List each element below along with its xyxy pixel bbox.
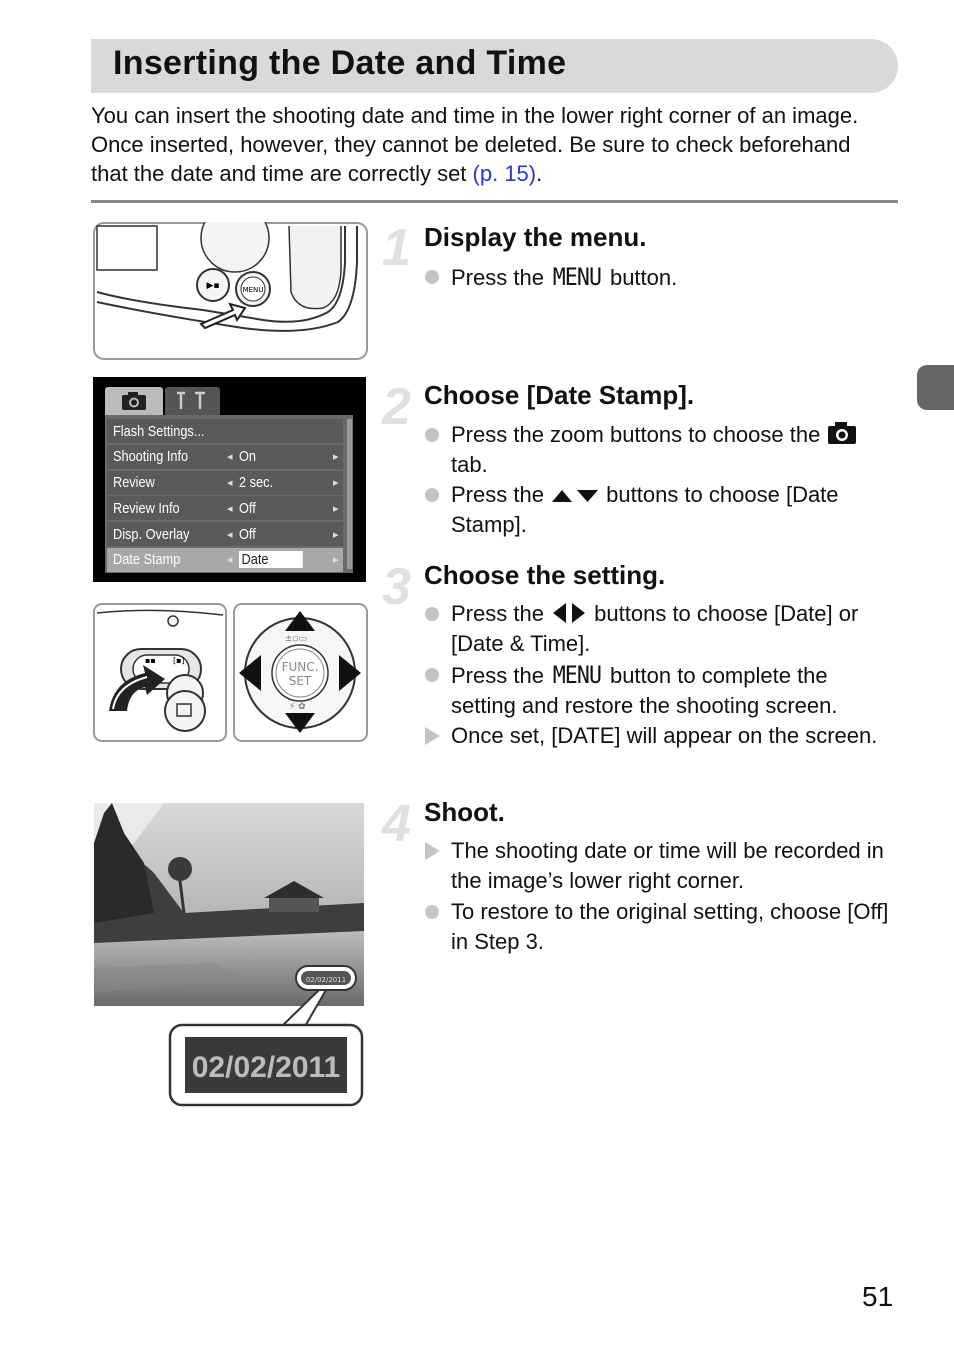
menu-row-value: Date (239, 551, 302, 568)
step-number: 4 (382, 795, 411, 853)
chevron-right-icon: ▸ (333, 554, 339, 567)
menu-row-value: On (239, 448, 257, 466)
svg-text:[▪]: [▪] (173, 656, 185, 665)
tab-settings (165, 387, 220, 415)
chevron-right-icon: ▸ (333, 477, 339, 490)
step-number: 3 (382, 558, 411, 616)
camera-menu-screen (93, 377, 366, 582)
chevron-left-icon: ◂ (227, 477, 233, 490)
camera-tab-icon (826, 421, 858, 445)
date-stamp-magnified: 02/02/2011 (191, 1051, 341, 1084)
step-heading: Display the menu. (424, 222, 647, 252)
chevron-right-icon: ▸ (333, 528, 339, 541)
list-item: Press the MENU button. (425, 262, 895, 293)
func-label: FUNC. (281, 660, 319, 674)
bullet-icon (425, 607, 439, 621)
step-number: 2 (382, 378, 411, 436)
set-label: SET (288, 674, 312, 688)
tab-camera (105, 387, 163, 415)
left-right-arrows-icon (550, 602, 588, 624)
camera-menu-button-illustration (93, 222, 368, 360)
list-item: The shooting date or time will be recorded in the image’s lower right corner. (425, 836, 895, 896)
result-triangle-icon (425, 727, 440, 745)
intro-paragraph (91, 101, 891, 188)
result-triangle-icon (425, 842, 440, 860)
menu-button-label: MENU (242, 286, 264, 294)
menu-row-label: Disp. Overlay (113, 525, 190, 543)
section-divider (91, 200, 898, 203)
small-date-stamp: 02/02/2011 (305, 976, 347, 984)
svg-text:▪▪: ▪▪ (145, 656, 156, 665)
list-item: Once set, [DATE] will appear on the screen. (425, 721, 895, 751)
menu-row-label: Flash Settings... (113, 422, 205, 440)
wrench-icon (165, 387, 220, 415)
up-down-arrows-icon (550, 487, 600, 505)
list-item: To restore to the original setting, choose [Off] in Step 3. (425, 897, 895, 957)
step-number: 1 (382, 219, 411, 277)
chevron-left-icon: ◂ (227, 528, 233, 541)
menu-row[interactable] (107, 548, 343, 572)
menu-row-value: Off (239, 525, 256, 543)
menu-scrollbar (347, 419, 352, 569)
menu-row-label: Review Info (113, 499, 180, 517)
bullet-icon (425, 428, 439, 442)
date-stamp-photo-illustration (94, 803, 366, 1108)
chevron-left-icon: ◂ (227, 451, 233, 464)
page-number: 51 (862, 1281, 894, 1312)
list-item: Press the zoom buttons to choose the tab. (425, 420, 895, 480)
menu-row-value: 2 sec. (239, 474, 274, 492)
menu-row-label: Shooting Info (113, 448, 189, 466)
menu-button-glyph: MENU (552, 661, 602, 689)
step-heading: Choose the setting. (424, 560, 666, 590)
step-heading: Shoot. (424, 797, 505, 827)
chevron-right-icon: ▸ (333, 451, 339, 464)
menu-row-label: Date Stamp (113, 551, 181, 569)
chevron-right-icon: ▸ (333, 502, 339, 515)
chapter-tab (917, 365, 954, 410)
zoom-lever-illustration (93, 603, 227, 742)
list-item: Press the buttons to choose [Date Stamp]. (425, 480, 895, 540)
bullet-icon (425, 905, 439, 919)
menu-row-value: Off (239, 499, 256, 517)
chevron-left-icon: ◂ (227, 554, 233, 567)
menu-row[interactable] (107, 419, 343, 443)
chevron-left-icon: ◂ (227, 502, 233, 515)
control-dial-illustration (233, 603, 368, 742)
svg-text:±▫▭: ±▫▭ (285, 634, 308, 644)
menu-button-glyph: MENU (552, 263, 602, 291)
menu-row[interactable] (107, 445, 343, 469)
step-heading: Choose [Date Stamp]. (424, 380, 695, 410)
svg-text:⚡ ✿: ⚡ ✿ (289, 702, 306, 712)
menu-row[interactable] (107, 496, 343, 520)
bullet-icon (425, 270, 439, 284)
intro-end: . (536, 161, 543, 186)
list-item: Press the buttons to choose [Date] or [Date & Time]. (425, 599, 895, 659)
list-item: Press the MENU button to complete the setting and restore the shooting screen. (425, 660, 895, 721)
bullet-icon (425, 668, 439, 682)
menu-row[interactable] (107, 522, 343, 546)
page-title: Inserting the Date and Time (113, 44, 567, 82)
menu-row[interactable] (107, 471, 343, 495)
intro-text: You can insert the shooting date and time in the lower right corner of an image. Once inserted, however, they cannot be deleted. Be sure to check beforehand that the date and time are correctly set (91, 103, 859, 186)
page-reference-link[interactable]: (p. 15) (472, 161, 537, 186)
svg-text:▶▪: ▶▪ (206, 281, 220, 291)
menu-row-label: Review (113, 474, 155, 492)
bullet-icon (425, 488, 439, 502)
